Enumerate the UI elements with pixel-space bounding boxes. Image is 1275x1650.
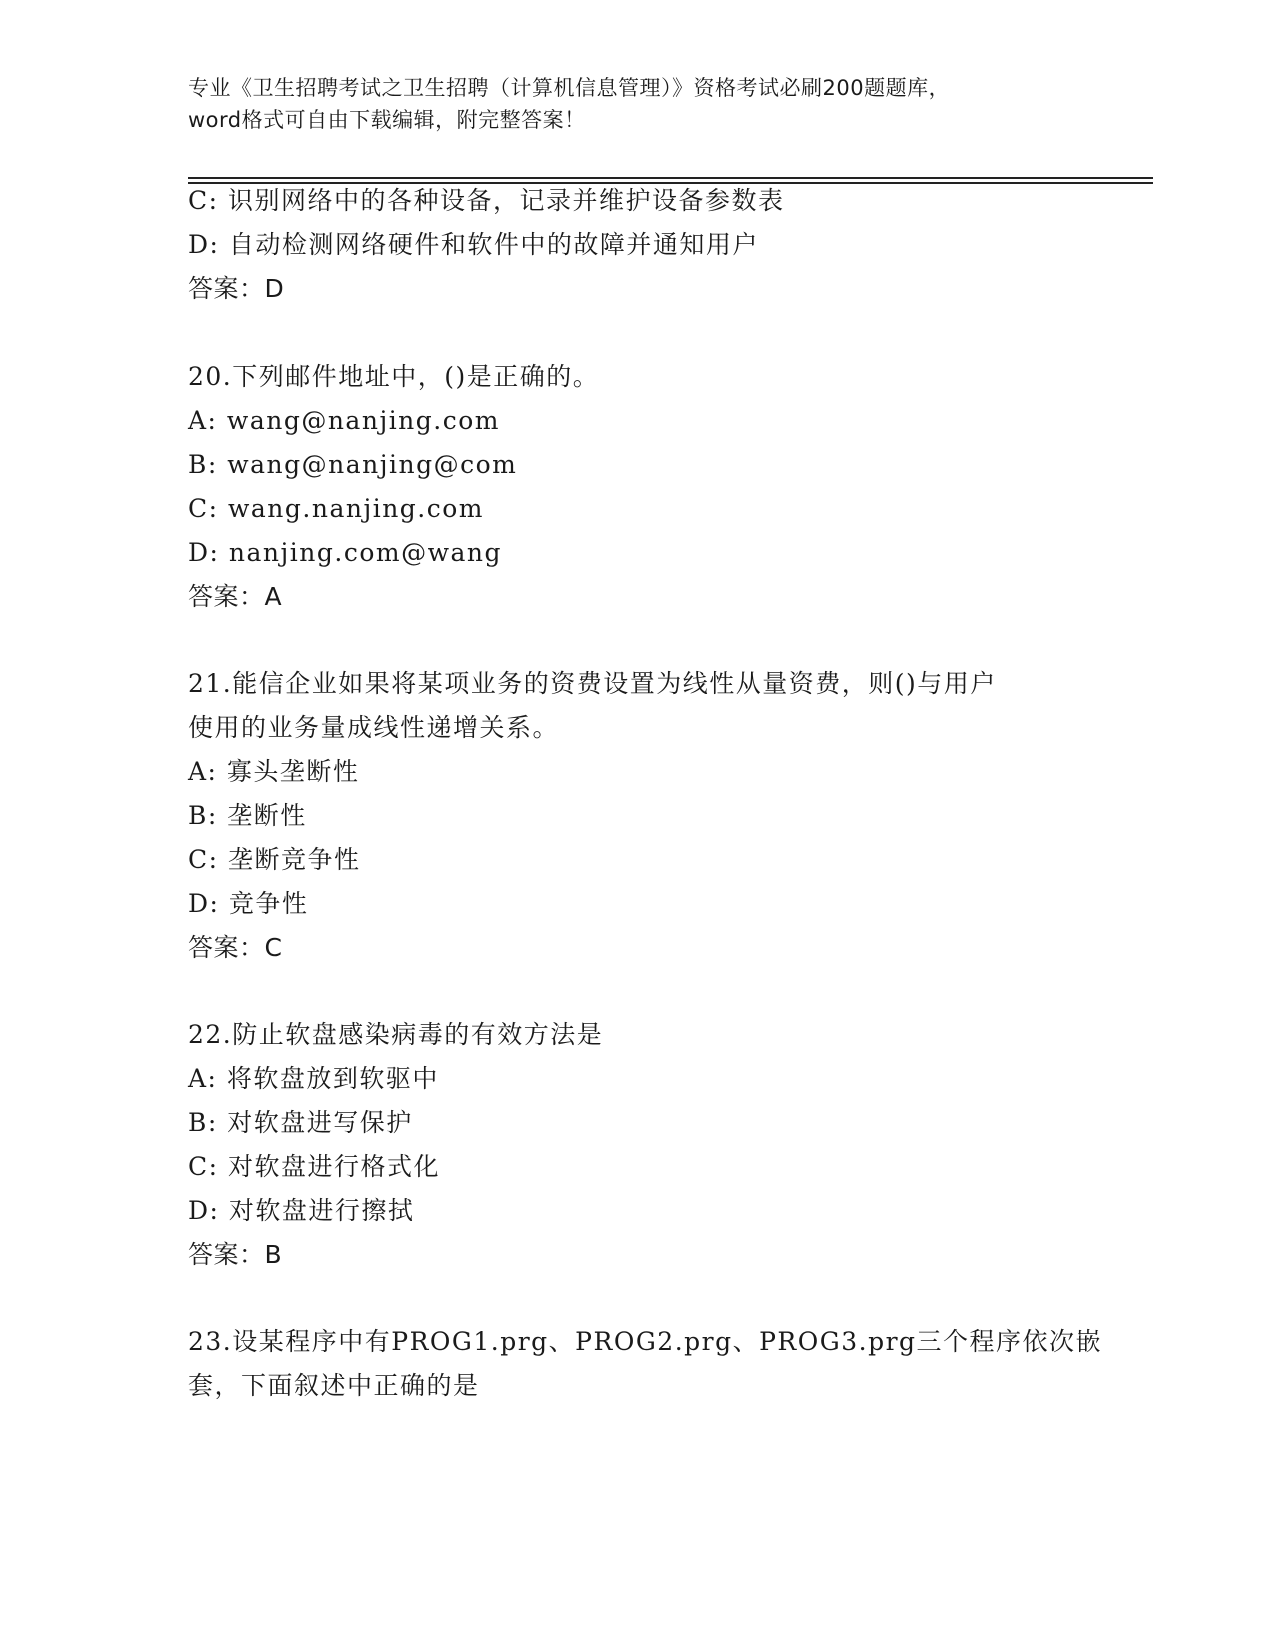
header-line-2: word格式可自由下载编辑，附完整答案！ — [188, 108, 586, 132]
q20-option-d: D: nanjing.com@wang — [188, 538, 502, 567]
prev-option-c: C: 识别网络中的各种设备，记录并维护设备参数表 — [188, 186, 785, 215]
document-header — [188, 72, 1088, 136]
q20-option-c: C: wang.nanjing.com — [188, 494, 485, 523]
q22-answer: 答案：B — [188, 1240, 283, 1269]
q21-stem-line-2: 使用的业务量成线性递增关系。 — [188, 713, 560, 742]
q23-stem-line-2: 套，下面叙述中正确的是 — [188, 1371, 480, 1400]
q22-option-a: A: 将软盘放到软驱中 — [188, 1064, 439, 1093]
header-line-1: 专业《卫生招聘考试之卫生招聘（计算机信息管理）》资格考试必刷200题题库， — [188, 76, 951, 100]
q22-option-c: C: 对软盘进行格式化 — [188, 1152, 440, 1181]
q20-stem: 20.下列邮件地址中，()是正确的。 — [188, 362, 600, 391]
q21-option-a: A: 寡头垄断性 — [188, 757, 360, 786]
q21-answer: 答案：C — [188, 933, 283, 962]
q22-option-d: D: 对软盘进行擦拭 — [188, 1196, 415, 1225]
q21-stem-line-1: 21.能信企业如果将某项业务的资费设置为线性从量资费，则()与用户 — [188, 669, 997, 698]
q21-option-d: D: 竞争性 — [188, 889, 309, 918]
prev-answer: 答案：D — [188, 274, 285, 303]
prev-option-d: D: 自动检测网络硬件和软件中的故障并通知用户 — [188, 230, 759, 259]
q21-option-b: B: 垄断性 — [188, 801, 307, 830]
q20-option-a: A: wang@nanjing.com — [188, 406, 500, 435]
q22-option-b: B: 对软盘进写保护 — [188, 1108, 413, 1137]
q23-stem-line-1: 23.设某程序中有PROG1.prg、PROG2.prg、PROG3.prg三个程序依次嵌 — [188, 1327, 1103, 1356]
q21-option-c: C: 垄断竞争性 — [188, 845, 361, 874]
q22-stem: 22.防止软盘感染病毒的有效方法是 — [188, 1020, 604, 1049]
q20-option-b: B: wang@nanjing@com — [188, 450, 518, 479]
header-rule-top — [188, 177, 1153, 179]
q20-answer: 答案：A — [188, 582, 283, 611]
header-rule-bottom — [188, 182, 1153, 184]
